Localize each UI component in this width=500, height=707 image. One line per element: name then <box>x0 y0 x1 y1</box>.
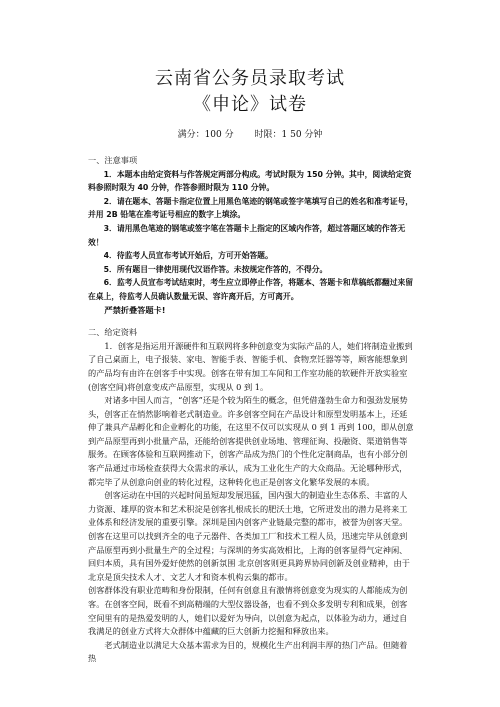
material-paragraph: 创客群体没有职业范畴和身份限制，任何有创意且有激情将创意变为现实的人都能成为创客。在创客空间，既看不到高精端的大型仪器设备，也看不到众多发明专利和成果，创客空间里有的是热爱发明的人，她们以爱好为导向，以创意为起点，以体验为动力，通过自我满足的创业方式将大众群体中蕴藏的巨大创新力挖掘和释放出来。 <box>88 585 408 637</box>
section-heading-materials: 二、给定资料 <box>88 327 138 338</box>
notice-item: 4．待监考人员宣布考试开始后，方可开始答题。 <box>103 251 273 261</box>
document-body <box>88 154 414 666</box>
notice-item: 6．监考人员宣布考试结束时，考生应立即停止作答，将题本、答题卡和草稿纸都翻过来留在桌上，待监考人员确认数量无误、容许离开后，方可离开。 <box>88 278 414 301</box>
material-paragraph: 创客运动在中国的兴起时间虽短却发展迅猛，国内强大的制造业生态体系、丰富的人力资源、雄厚的资本和艺术积淀是创客扎根成长的肥沃土地，它所迸发出的潜力是将来工业体系和经济发展的重要引擎。深圳是国内创客产业链最完整的都市，被誉为创客天堂。创客在这里可以找到齐全的电子元器件、各类加工厂和技术工程人员，迅速完毕从创意到产品原型再到小批量生产的全过程；与深圳的务实高效相比，上海的创客显得气定神闲、回归本质，具有国外爱好使然的创新氛围 北京创客则更具跨界协同创新及创业精神，由于北京是顶尖技术人才、文艺人才和资本机构云集的都市。 <box>88 490 410 582</box>
notice-item: 3．请用黑色笔迹的钢笔或签字笔在答题卡上指定的区域内作答，超过答题区域的作答无效！ <box>88 223 406 247</box>
material-paragraph: 老式制造业以满足大众基本需求为目的，规模化生产出利润丰厚的热门产品。但随着热 <box>88 639 408 664</box>
notice-warning: 严禁折叠答题卡! <box>104 304 166 315</box>
notice-item: 2．请在题本、答题卡指定位置上用黑色笔迹的钢笔或签字笔填写自己的姓名和准考证号，并用 2B 铅笔在准考证号相应的数字上填涂。 <box>88 196 414 220</box>
full-score: 满分：100 分 <box>177 130 234 140</box>
document-subtitle: 《申论》试卷 <box>193 94 307 115</box>
document-title: 云南省公务员录取考试 <box>155 68 345 89</box>
section-heading-notice: 一、注意事项 <box>88 155 138 165</box>
notice-item: 1．本题本由给定资料与作答规定两部分构成。考试时限为 150 分钟。其中，阅读给定资料参照时限为 40 分钟，作答参照时限为 110 分钟。 <box>88 169 412 193</box>
exam-meta <box>0 127 500 140</box>
notice-item: 5．所有题目一律使用现代汉语作答。未按规定作答的，不得分。 <box>103 264 328 274</box>
material-paragraph: 1．创客是指运用开源硬件和互联网将多种创意变为实际产品的人，她们将制造业搬到了自己桌面上，电子报装、家电、智能手表、智能手机、食物烹饪器等等，顾客能想象到的产品均有由许在创客手中实现。创客在带有加工车间和工作室功能的软硬件开放实验室(创客空间)将创意变成产品原型，实现从 0 到 1。 <box>88 340 413 392</box>
time-limit: 时限：1 50 分钟 <box>254 130 323 140</box>
material-paragraph: 对诸多中国人而言，“创客”还是个较为陌生的概念，但凭借蓬勃生命力和强劲发展势头，创客正在悄然影响着老式制造业。许多创客空间在产品设计和原型发明基本上，还延伸了兼具产品孵化和企业孵化的功能，在这里不仅可以实现从 0 到 1 再到 100，即从创意到产品原型再到小批量产品，还能给创客提供创业场地、管理征询、投融资、渠道销售等服务。在顾客体验和互联网推动下，创客产品成为热门的个性化定制商品，也有小部分创客产品通过市场检查获得大众需求的承认，成为工业化生产的大众商品。无论哪种形式，都完毕了从创意向创业的转化过程，这种转化也正是创客文化繁华发展的本质。 <box>88 395 414 487</box>
